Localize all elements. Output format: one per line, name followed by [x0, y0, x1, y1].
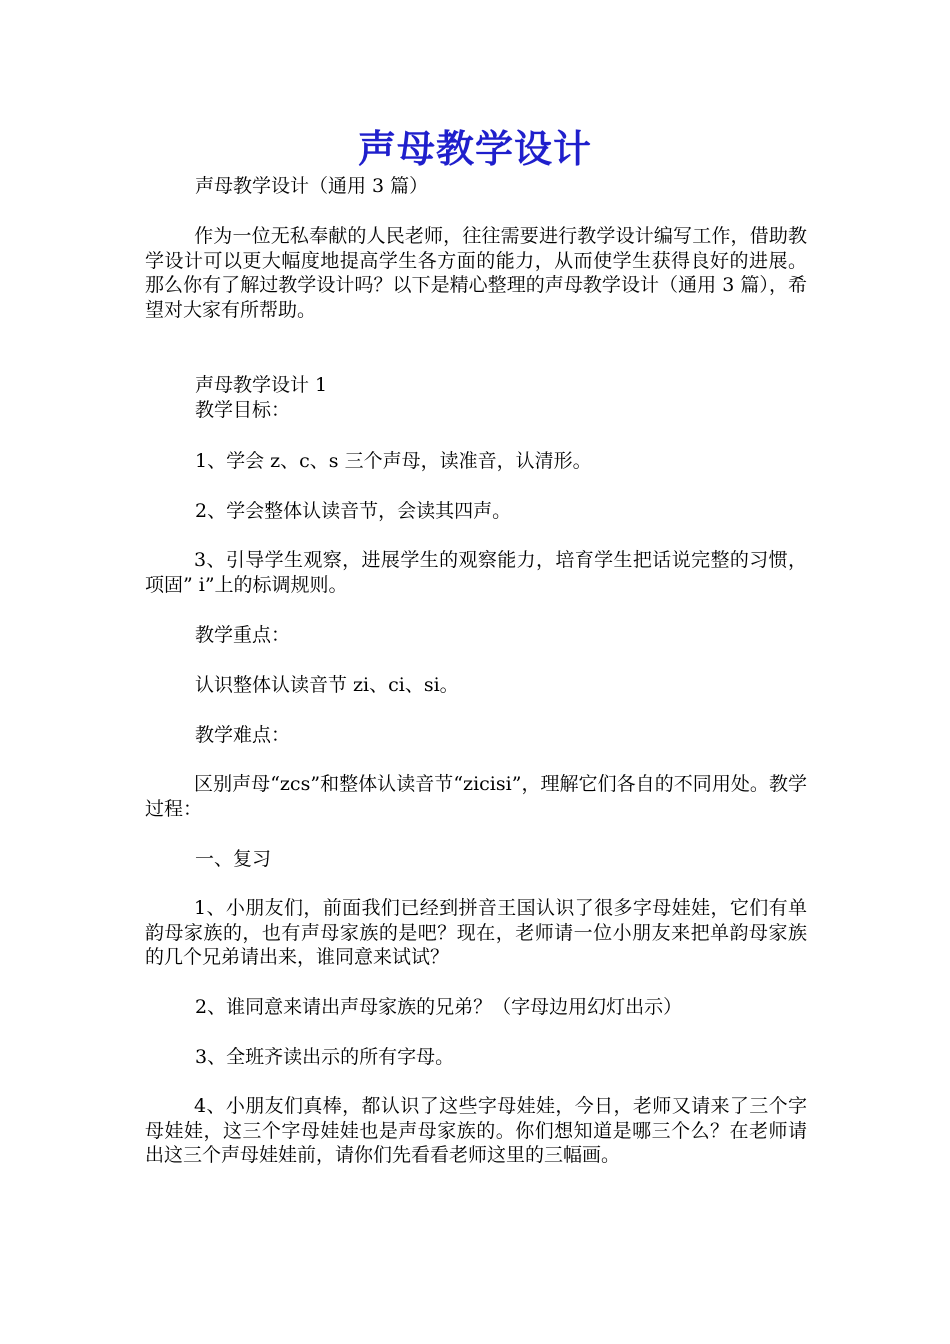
key-text: 认识整体认读音节 zi、ci、si。	[195, 674, 459, 696]
section-heading: 声母教学设计 1	[195, 374, 328, 396]
document-subtitle: 声母教学设计（通用 3 篇）	[195, 175, 429, 197]
goals-label: 教学目标：	[195, 399, 291, 421]
difficulty-text: 区别声母“zcs”和整体认读音节“zicisi”，理解它们各自的不同用处。教学过程：	[145, 773, 807, 820]
goal-1: 1、学会 z、c、s 三个声母，读准音，认清形。	[195, 450, 592, 472]
review-heading: 一、复习	[195, 848, 272, 870]
step-3: 3、全班齐读出示的所有字母。	[195, 1046, 455, 1068]
step-4: 4、小朋友们真棒，都认识了这些字母娃娃，今日，老师又请来了三个字母娃娃，这三个字母娃娃也是声母家族的。你们想知道是哪三个么？在老师请出这三个声母娃娃前，请你们先看看老师这里的三幅画。	[145, 1095, 807, 1166]
goal-3: 3、引导学生观察，进展学生的观察能力，培育学生把话说完整的习惯，项固” i”上的标调规则。	[145, 549, 807, 596]
difficulty-label: 教学难点：	[195, 724, 291, 746]
key-label: 教学重点：	[195, 624, 291, 646]
document-title: 声母教学设计	[357, 126, 592, 171]
goal-2: 2、学会整体认读音节，会读其四声。	[195, 500, 512, 522]
intro-paragraph: 作为一位无私奉献的人民老师，往往需要进行教学设计编写工作，借助教学设计可以更大幅度地提高学生各方面的能力，从而使学生获得良好的进展。那么你有了解过教学设计吗？以下是精心整理的声母教学设计（通用 3 篇），希望对大家有所帮助。	[145, 225, 807, 321]
step-1: 1、小朋友们，前面我们已经到拼音王国认识了很多字母娃娃，它们有单韵母家族的，也有声母家族的是吧？现在，老师请一位小朋友来把单韵母家族的几个兄弟请出来，谁同意来试试？	[145, 897, 807, 968]
step-2: 2、谁同意来请出声母家族的兄弟？（字母边用幻灯出示）	[195, 996, 683, 1018]
